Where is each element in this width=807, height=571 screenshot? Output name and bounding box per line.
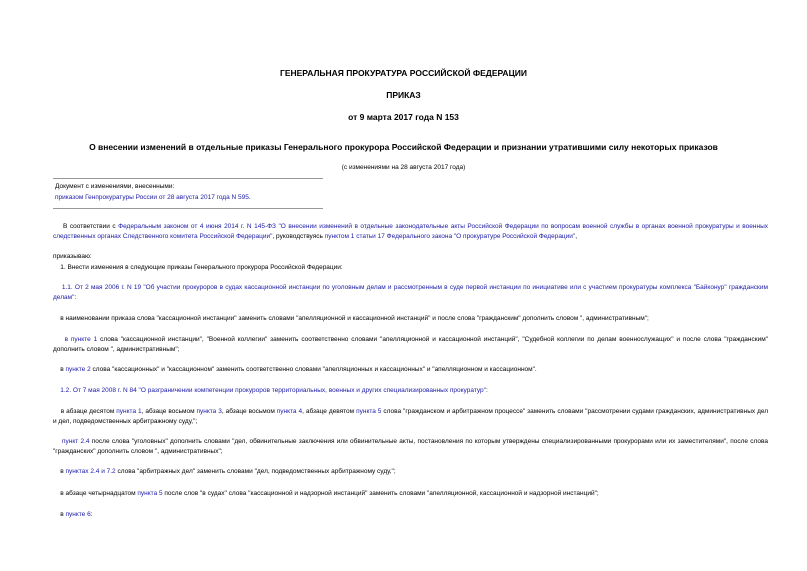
amendments-note-label: Документ с изменениями, внесенными: [55, 183, 175, 190]
edition-note: (с изменениями на 28 августа 2017 года) [341, 164, 466, 171]
punkt-1-link[interactable]: пункта 1 [116, 408, 142, 415]
punkt-3-link[interactable]: пункта 3 [196, 408, 222, 415]
point-6-link[interactable]: пункте 6 [65, 511, 91, 518]
preamble-text-a: В соответствии с [63, 223, 119, 230]
punkt-4-link[interactable]: пункта 4 [276, 408, 303, 415]
point-6-text-b: : [90, 511, 93, 518]
points-text-b: слова "арбитражных дел" заменить словами "дел, подведомственных арбитражному суду,"; [115, 468, 396, 475]
title-change-text: в наименовании приказа слова "кассационной инстанции" заменить словами "апелляционной и кассационной инстанций" и после слова "гражданским" дополнить словом ", административным"; [60, 315, 649, 322]
abzac-text-b: , абзаце восьмом [141, 408, 197, 415]
paragraph-item-1 [53, 263, 768, 273]
point-2-text-b: слова "кассационных" и "кассационном" заменить соответственно словами "апелляционных и кассационных" и "апелляционном и кассационном". [90, 366, 537, 373]
paragraph-title-change [53, 314, 768, 324]
point-2-text-a: в [60, 366, 66, 373]
preamble-text-b: , руководствуясь [272, 233, 325, 240]
document-title: О внесении изменений в отдельные приказы Генерального прокурора Российской Федерации и признании утратившими силу некоторых приказов [89, 142, 718, 152]
paragraph-item-1-1 [53, 283, 768, 303]
point-1-text: слова "кассационной инстанции", "Военной коллегии" заменить соответственно словами "апелляционной и кассационной инстанций", "Судебной коллегии по делам военнослужащих" и после слова "гражданским" дополнить словом ", административным"; [53, 336, 768, 353]
paragraph-point-6 [53, 510, 768, 520]
paragraph-abzac-14 [53, 489, 768, 499]
prosecutor-law-link[interactable]: пунктом 1 статьи 17 Федерального закона "О прокуратуре Российской Федерации" [324, 233, 576, 240]
note-period: . [248, 194, 251, 201]
abzac-text-a: в абзаце десятом [60, 408, 117, 415]
point-2-link[interactable]: пункте 2 [65, 366, 91, 373]
abzac-text-d: , абзаце девятом [302, 408, 357, 415]
note-top-divider [53, 178, 323, 179]
item-1-1-colon: : [74, 294, 77, 301]
paragraph-preamble [53, 222, 768, 242]
paragraph-point-2 [53, 365, 768, 375]
amendments-note-line [55, 193, 355, 203]
preamble-text-c: , [575, 233, 578, 240]
point-1-link[interactable]: в пункте 1 [64, 336, 98, 343]
org-heading: ГЕНЕРАЛЬНАЯ ПРОКУРАТУРА РОССИЙСКОЙ ФЕДЕРАЦИИ [280, 68, 527, 78]
points-2-4-7-2-link[interactable]: пунктах 2.4 и 7.2 [65, 468, 116, 475]
paragraph-point-1 [53, 335, 768, 355]
paragraph-item-1-2 [53, 386, 768, 396]
point-2-4-text: после слова "уголовных" дополнить словами "дел, обвинительные заключения или обвинительные акты, постановления по которым утверждены специализированными прокурорами или их заместителями", после слова "гражданских" дополнить словом ", административных"; [53, 438, 768, 455]
point-6-text-a: в [60, 511, 66, 518]
paragraph-points-2-4-7-2 [53, 467, 768, 477]
amendment-order-link[interactable]: приказом Генпрокуратуры России от 28 августа 2017 года N 595 [55, 194, 249, 201]
abzac-14-text-b: после слов "в судах" слова "кассационной и надзорной инстанций" заменить словами "апелляционной, кассационной и надзорной инстанций"; [162, 490, 599, 497]
order-19-link[interactable]: 1.1. От 2 мая 2006 г. N 19 "Об участии прокуроров в судах кассационной инстанции по уголовным делам и рассмотренным в суде первой инстанции по инициативе или с участием прокуратуры комплекса "Байконур" гражданским делам" [53, 284, 768, 301]
abzac-text-c: , абзаце восьмом [221, 408, 277, 415]
order-84-link[interactable]: 1.2. От 7 мая 2008 г. N 84 "О разграничении компетенции прокуроров территориальных, военных и других специализированных прокуратур" [60, 387, 486, 394]
punkt-5-link[interactable]: пункта 5 [356, 408, 382, 415]
punkt-5-abzac-link[interactable]: пункта 5 [137, 490, 163, 497]
paragraph-point-2-4 [53, 437, 768, 457]
doc-type-heading: ПРИКАЗ [386, 90, 421, 100]
note-bottom-divider [53, 208, 323, 209]
paragraph-order: приказываю: [53, 253, 92, 260]
abzac-14-text-a: в абзаце четырнадцатом [60, 490, 138, 497]
date-number-heading: от 9 марта 2017 года N 153 [348, 112, 459, 122]
points-text-a: в [60, 468, 66, 475]
paragraph-abzac-changes [53, 407, 768, 427]
item-1-text: 1. Внести изменения в следующие приказы Генерального прокурора Российской Федерации: [60, 264, 343, 271]
abzac-text-e: слова "гражданском и арбитражном процессе" заменить словами "рассмотрении судами гражданских, административных дел и дел, подведомственных арбитражному суду,"; [53, 408, 769, 425]
federal-law-145-link[interactable]: Федеральным законом от 4 июня 2014 г. N 145-ФЗ "О внесении изменений в отдельные законодательные акты Российской Федерации по вопросам военной службы в органах военной прокуратуры и военных следственных органах Следственного комитета Российской Федерации" [53, 223, 769, 240]
point-2-4-link[interactable]: пункт 2.4 [61, 438, 90, 445]
item-1-2-colon: : [485, 387, 488, 394]
